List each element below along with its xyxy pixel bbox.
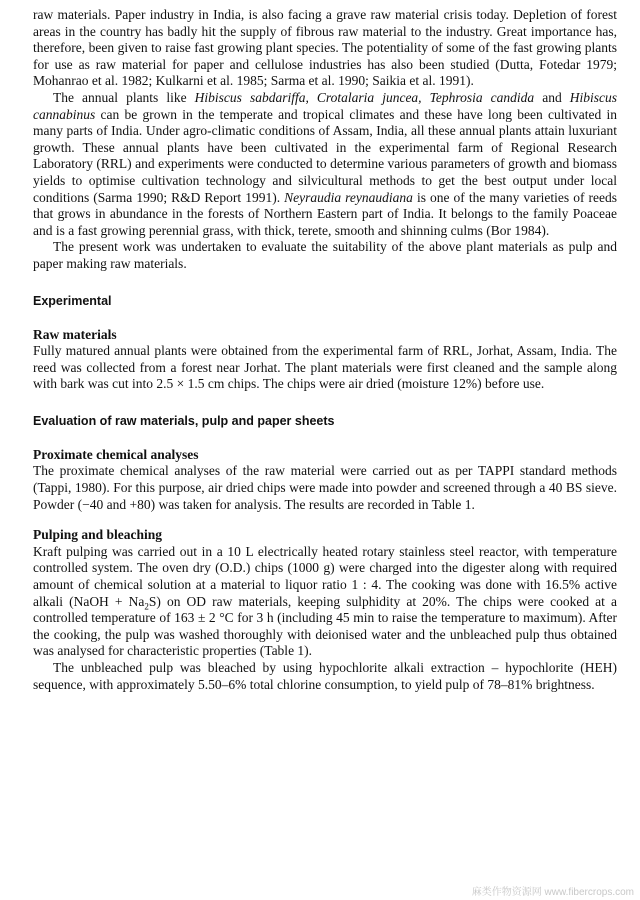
intro-paragraph-1: raw materials. Paper industry in India, is also facing a grave raw material crisis today. Depletion of forest areas in the country has badly hit the supply of fibrous raw material to the industry. Great importance has, therefore, been given to raise fast growing plant species. The potentiality of some of the fast growing plants for use as raw material for paper and cellulose industries has also been studied (Dutta, Fotedar 1979; Mohanrao et al. 1982; Kulkarni et al. 1985; Sarma et al. 1990; Saikia et al. 1991). [33,7,617,89]
intro-paragraph-3: The present work was undertaken to evaluate the suitability of the above plant materials as pulp and paper making raw materials. [33,239,617,271]
site-watermark: 麻类作物资源网 www.fibercrops.com [471,887,634,898]
intro-paragraph-2: The annual plants like Hibiscus sabdariffa, Crotalaria juncea, Tephrosia candida and Hibiscus cannabinus can be grown in the temperate and tropical climates and these have long been cultivated in many parts of India. Under agro-climatic conditions of Assam, India, all these annual plants attain luxuriant growth. These annual plants have been cultivated in the experimental farm of Regional Research Laboratory (RRL) and experiments were conducted to determine various parameters of growth and biomass yields to optimise cultivation technology and silvicultural methods to get the best output under local conditions (Sarma 1990; R&D Report 1991). Neyraudia reynaudiana is one of the many varieties of reeds that grows in abundance in the forests of Northern Eastern part of India. It belongs to the family Poaceae and is a fast growing perennial grass, with thick, terete, smooth and shinning culms (Bor 1984). [33,89,618,238]
pulping-paragraph-2: The unbleached pulp was bleached by using hypochlorite alkali extraction – hypochlorite (HEH) sequence, with approximately 5.50–6% total chlorine consumption, to yield pulp of 78–81% brightness. [33,660,617,692]
raw-materials-paragraph: Fully matured annual plants were obtained from the experimental farm of RRL, Jorhat, Assam, India. The reed was collected from a forest near Jorhat. The plant materials were first cleaned and the sample along with bark was cut into 2.5 × 1.5 cm chips. The chips were air dried (moisture 12%) before use. [33,343,617,392]
species-crotalaria-juncea: Crotalaria juncea, [316,89,422,105]
species-hibiscus-sabdariffa: Hibiscus sabdariffa, [194,89,309,105]
subsection-heading-raw-materials: Raw materials [33,326,117,342]
species-tephrosia-candida: Tephrosia candida [429,89,535,105]
section-heading-evaluation: Evaluation of raw materials, pulp and paper sheets [33,413,335,428]
proximate-paragraph: The proximate chemical analyses of the raw material were carried out as per TAPPI standard methods (Tappi, 1980). For this purpose, air dried chips were made into powder and screened through a 40 BS sieve. Powder (−40 and +80) was taken for analysis. The results are recorded in Table 1. [33,463,617,512]
subsection-heading-pulping: Pulping and bleaching [33,527,163,543]
page-body [33,7,617,693]
pulping-paragraph-1: Kraft pulping was carried out in a 10 L electrically heated rotary stainless steel reactor, with temperature controlled system. The oven dry (O.D.) chips (1000 g) were charged into the digester along with required amount of chemical solution at a material to liquor ratio 1 : 4. The cooking was done with 16.5% active alkali (NaOH + $Na_2S$) on OD raw materials, keeping sulphidity at 20%. The chips were cooked at a controlled temperature of 163 ± 2 °C for 3 h (including 45 min to raise the temperature to maximum). After the cooking, the pulp was washed thoroughly with deionised water and the unbleached pulp thus obtained was analysed for characteristic properties (Table 1). [33,543,618,659]
species-neyraudia-reynaudiana: Neyraudia reynaudiana [284,189,413,205]
species-hibiscus-cannabinus: Hibiscus cannabinus [33,89,618,122]
subsection-heading-proximate: Proximate chemical analyses [33,446,199,462]
section-heading-experimental: Experimental [33,293,112,308]
